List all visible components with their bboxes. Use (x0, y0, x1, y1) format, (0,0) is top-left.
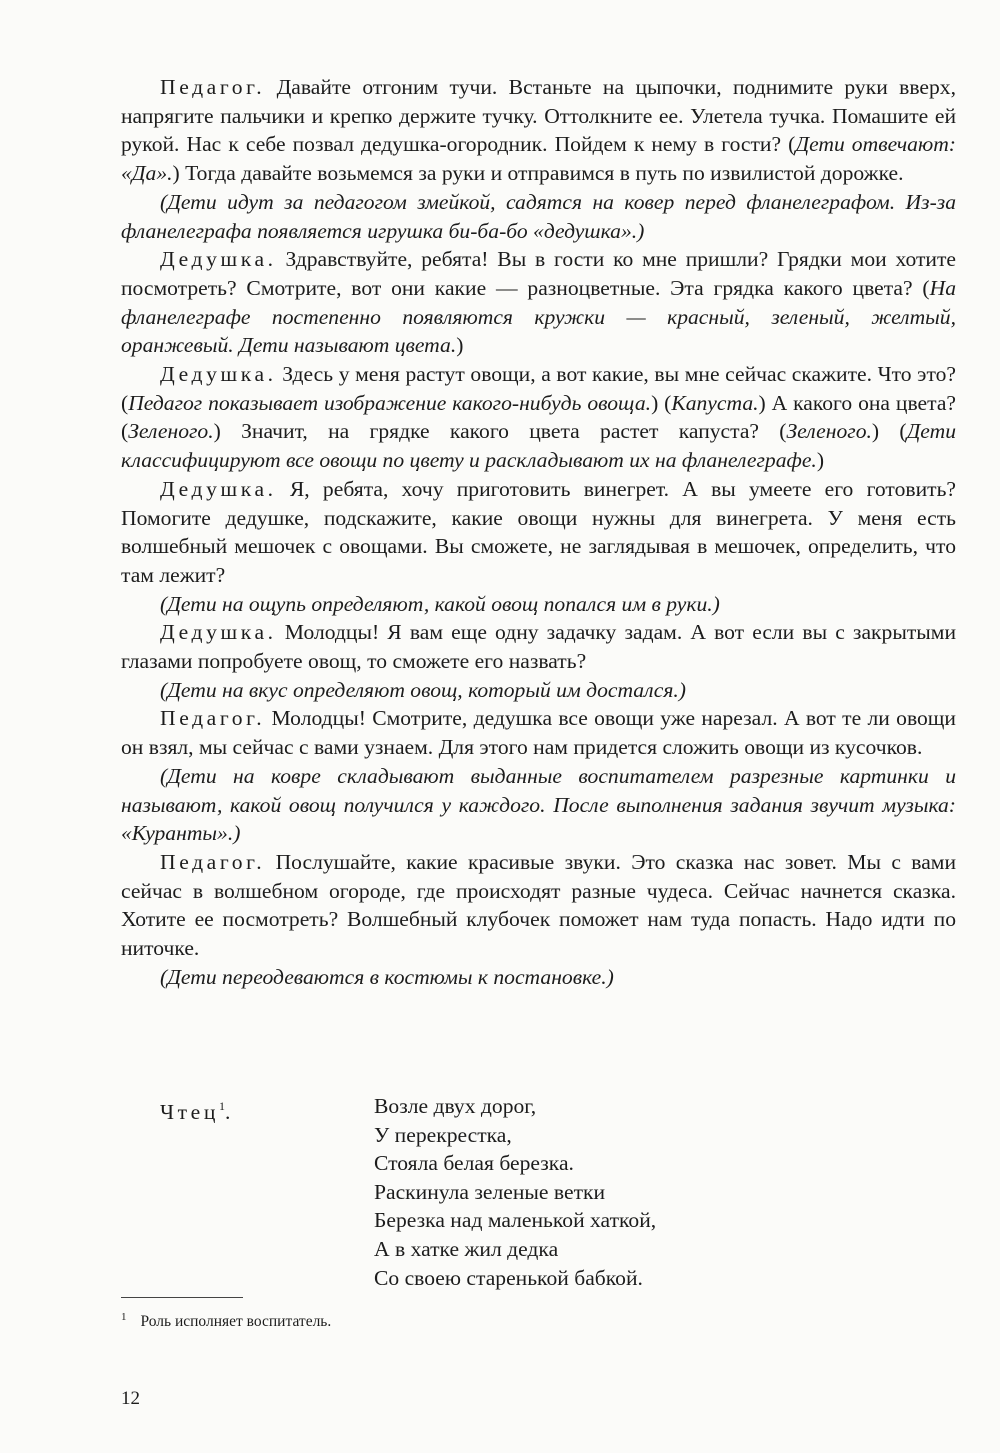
text-run: Молодцы! Я вам еще одну задачку задам. А вот если вы с закрытыми глазами попробуете овощ, то сможете его назвать? (121, 620, 956, 674)
stage-direction: Зеленого. (128, 419, 214, 444)
stage-direction: Зеленого. (786, 419, 872, 444)
verse-lines (374, 1092, 656, 1292)
text-run: Здравствуйте, ребята! Вы в гости ко мне пришли? Грядки мои хотите посмотреть? Смотрите, вот они какие — разноцветные. Эта грядка какого цвета? ( (121, 247, 956, 300)
verse-speaker (160, 1092, 230, 1127)
text-run: ) (456, 333, 464, 358)
verse-line: Возле двух дорог, (374, 1094, 537, 1118)
text-run: ) ( (871, 419, 907, 444)
text-run: ) (816, 448, 825, 473)
stage-direction: Дети отвечают: «Да». (121, 132, 956, 186)
text-run: ) Значит, на грядке какого цвета растет капуста? ( (213, 419, 787, 444)
text-run: Молодцы! Смотрите, дедушка все овощи уже нарезал. А вот те ли овощи он взял, мы сейчас с вами узнаем. Для этого нам придется сложить овощи из кусочков. (121, 706, 956, 760)
stage-direction: Дети классифицируют все овощи по цвету и раскладывают их на фланелеграфе. (121, 419, 956, 473)
stage-direction-paragraph: (Дети на ощупь определяют, какой овощ попался им в руки.) (160, 591, 720, 616)
speaker-name: Дедушка. (160, 620, 277, 645)
text-run: . (225, 1100, 231, 1124)
stage-direction: Педагог показывает изображение какого-нибудь овоща. (128, 390, 652, 415)
text-run: Я, ребята, хочу приготовить винегрет. А вы умеете его готовить? Помогите дедушке, подскажите, какие овощи нужны для винегрета. У меня есть волшебный мешочек с овощами. Вы сможете, не заглядывая в мешочек, определить, что там лежит? (121, 476, 956, 587)
footnote-mark: 1 (121, 1311, 127, 1323)
text-run: Давайте отгоним тучи. Встаньте на цыпочки, поднимите руки вверх, напрягите пальчики и крепко держите тучку. Оттолкните ее. Улетела тучка. Помашите ей рукой. Нас к себе позвал дедушка-огородник. Пойдем к нему в гости? ( (121, 75, 956, 157)
paragraph (121, 618, 956, 675)
paragraph (121, 475, 956, 590)
paragraph (121, 245, 956, 360)
verse-line: А в хатке жил дедка (374, 1236, 559, 1261)
text-run: Послушайте, какие красивые звуки. Это сказка нас зовет. Мы с вами сейчас в волшебном огороде, где происходят разные чудеса. Сейчас начнется сказка. Хотите ее посмотреть? Волшебный клубочек поможет нам туда попасть. Надо идти по ниточке. (121, 849, 956, 961)
paragraph (121, 848, 956, 963)
paragraph (121, 73, 956, 188)
text-run: ) А какого она цвета? ( (121, 390, 957, 444)
footnote (121, 1306, 331, 1333)
verse-line: У перекрестка, (374, 1122, 512, 1147)
footnote-text: Роль исполняет воспитатель. (140, 1313, 332, 1330)
stage-direction-paragraph: (Дети идут за педагогом змейкой, садятся на ковер перед фланелеграфом. Из-за фланелеграфа появляется игрушка би-ба-бо «дедушка».) (121, 189, 956, 243)
page-number: 12 (121, 1388, 140, 1409)
verse-line: Березка над маленькой хаткой, (374, 1208, 657, 1233)
body-text (121, 73, 956, 992)
verse-line: Со своею старенькой бабкой. (374, 1265, 643, 1290)
stage-direction: Капуста. (671, 390, 759, 415)
speaker-name: Дедушка. (160, 476, 277, 501)
footnote-reference[interactable]: 1 (219, 1099, 226, 1113)
speaker-name: Чтец (160, 1100, 220, 1124)
verse-line: Раскинула зеленые ветки (374, 1179, 606, 1204)
verse-line: Стояла белая березка. (374, 1151, 574, 1176)
speaker-name: Дедушка. (160, 362, 277, 387)
speaker-name: Дедушка. (160, 247, 277, 272)
text-run: ) ( (651, 390, 672, 415)
speaker-name: Педагог. (160, 75, 266, 99)
text-run: Здесь у меня растут овощи, а вот какие, вы мне сейчас скажите. Что это? ( (121, 362, 956, 415)
stage-direction-paragraph: (Дети на вкус определяют овощ, который им достался.) (160, 677, 686, 702)
paragraph (121, 360, 956, 475)
speaker-name: Педагог. (160, 849, 266, 874)
text-run: ) Тогда давайте возьмемся за руки и отправимся в путь по извилистой дорожке. (172, 161, 904, 186)
stage-direction-paragraph: (Дети переодеваются в костюмы к постановке.) (160, 964, 614, 989)
speaker-name: Педагог. (160, 706, 266, 731)
paragraph (121, 704, 956, 761)
stage-direction: На фланелеграфе постепенно появляются кружки — красный, зеленый, желтый, оранжевый. Дети называют цвета. (121, 275, 956, 358)
stage-direction-paragraph: (Дети на ковре складывают выданные воспитателем разрезные картинки и называют, какой овощ получился у каждого. После выполнения задания звучит музыка: «Куранты».) (121, 763, 956, 846)
footnote-divider (121, 1297, 243, 1298)
